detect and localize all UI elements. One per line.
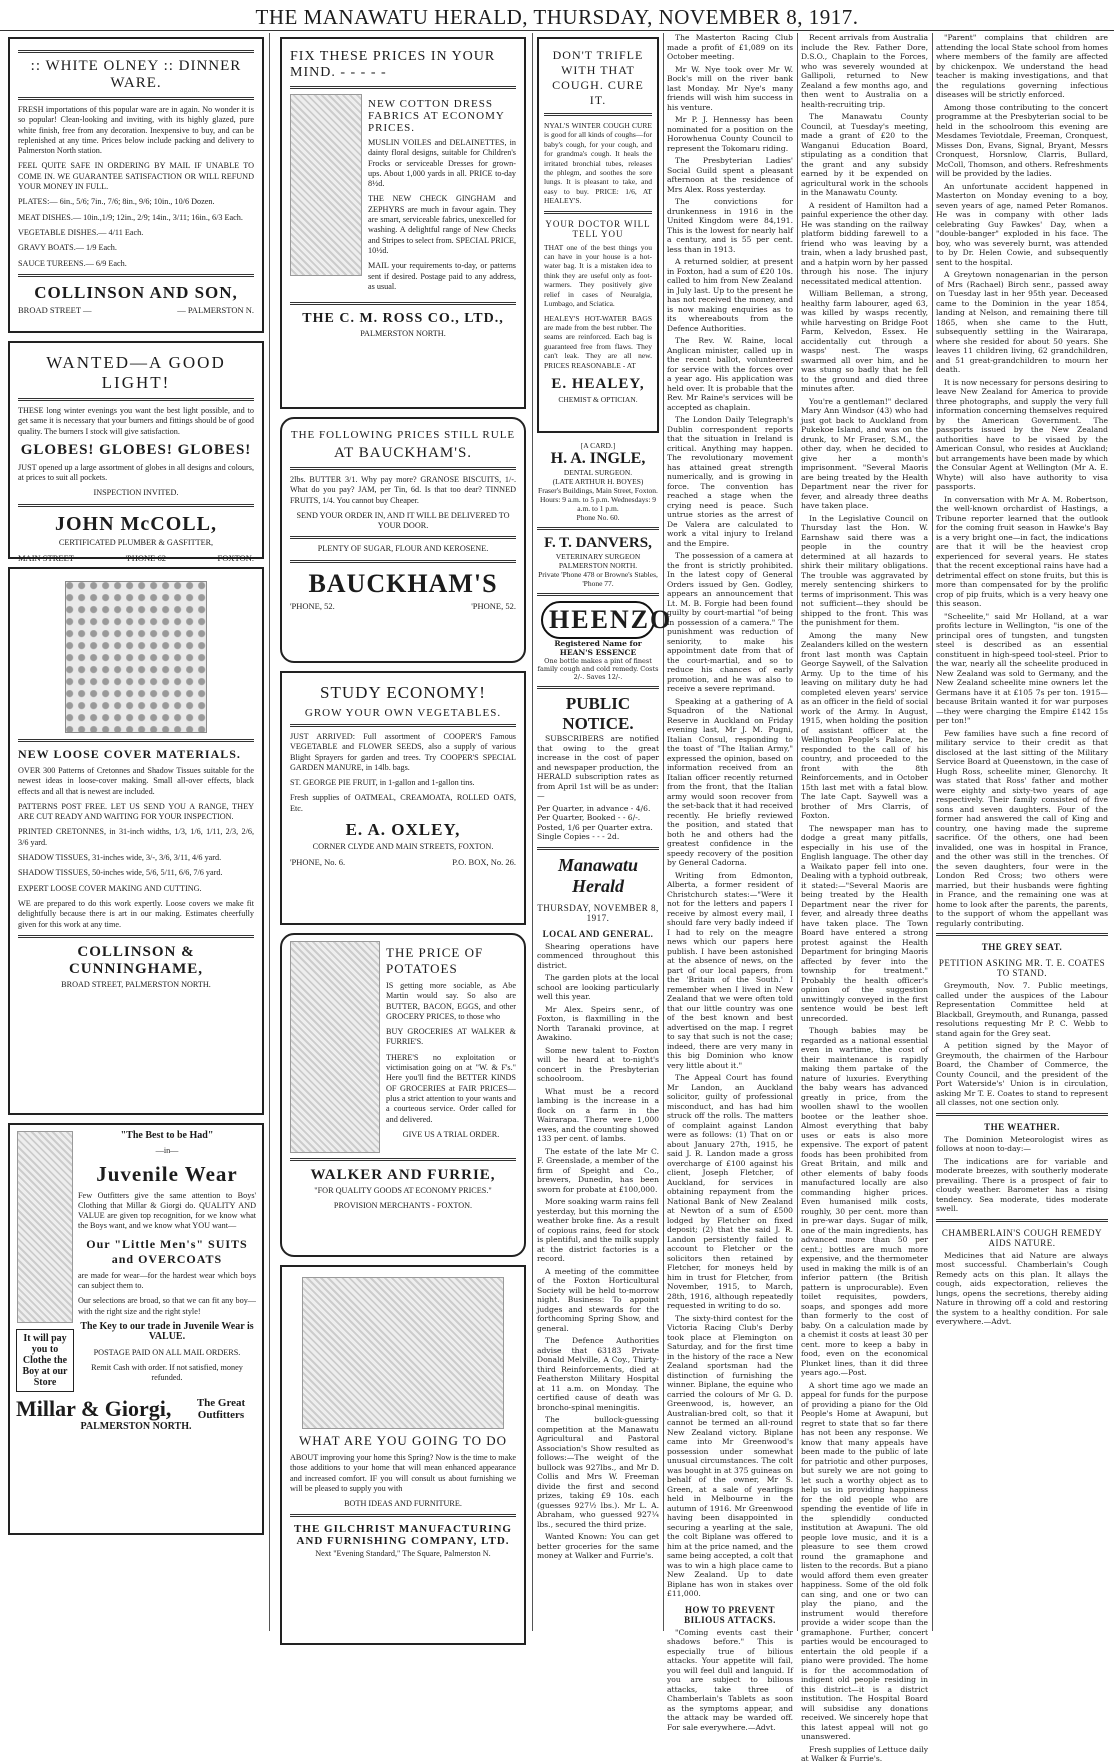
ad-text: OVER 300 Patterns of Cretonnes and Shadow Tissues suitable for the newest ideas in loose-cover making. Small all-over effects, black effects and all that is newest are included. xyxy=(18,766,254,796)
ross-advert xyxy=(280,37,526,409)
ad-subtitle: CHEMIST & OPTICIAN. xyxy=(558,394,638,404)
news-paragraph: William Belleman, a strong, healthy farm labourer, aged 63, was killed by wasps recently, while harvesting on Bridge Foot Farm, Kelvedon, Essex. He accidentally cut through a wasps' nest. The wasps swarmed all over him, and he was stung so badly that he fell to the ground and died three minutes after. xyxy=(801,289,928,393)
boy-illustration xyxy=(17,1131,73,1323)
ad-title: WANTED—A GOOD LIGHT! xyxy=(46,353,226,392)
rate-line: Per Quarter, in advance - 4/6. xyxy=(537,803,651,813)
ad-title: WHAT ARE YOU GOING TO DO xyxy=(298,1433,508,1448)
ad-text: FEEL QUITE SAFE IN ORDERING BY MAIL IF UNABLE TO COME IN. WE GUARANTEE SATISFACTION OR WILL REFUND YOUR MONEY IN FULL. xyxy=(18,161,254,192)
news-paragraph: Among the many New Zealanders killed on the western front last month was Captain George Saywell, of the Salvation Army. Up to the time of his leaving on military duty he had completed eleven years' service as an officer in the field of social work of the Army. In August, 1915, when holding the position of assistant officer at the Wellington People's Palace, he responded to the call of his country, and proceeded to the front with the 8th Reinforcements, and in October 15th last met with a fatal blow. The late Capt. Saywell was a brother of Mrs Clarris, of Foxton. xyxy=(801,630,928,820)
news-paragraph: Wanted Known: You can get better groceries for the same money at Walker and Furrie's. xyxy=(537,1532,659,1560)
news-paragraph: Shearing operations have commenced throughout this district. xyxy=(537,941,659,970)
ad-text: SHADOW TISSUES, 31-inches wide, 3/-, 3/6, 3/11, 4/6 yard. xyxy=(18,853,222,863)
news-paragraph: A petition signed by the Mayor of Greymouth, the chairmen of the Harbour Board, the Chamber of Commerce, the County Council, and the president of the Port Waterside's' Union is in circulation, asking Mr T. E. Coates to stand to represent all classes, not one section only. xyxy=(936,1041,1108,1107)
issue-date: THURSDAY, NOVEMBER 8, 1917. xyxy=(537,902,659,923)
news-paragraph: Medicines that aid Nature are always most successful. Chamberlain's Cough Remedy acts on this plan. It allays the cough, aids expectoration, relieves the lungs, opens the secretions, thereby aiding Nature in throwing off a cold and restoring the system to a healthy condition. For sale everywhere.—Advt. xyxy=(936,1250,1108,1326)
ad-text: One bottle makes a pint of finest family cough and cold remedy. Costs 2/-. Saves 12/-. xyxy=(537,657,659,681)
gilchrist-advert xyxy=(280,1265,526,1645)
phone: Phone No. 60. xyxy=(576,513,620,522)
ad-title: THE PRICE OF POTATOES xyxy=(386,945,484,976)
firm-tagline: The Great Outfitters xyxy=(196,1397,246,1421)
news-paragraph: The estate of the late Mr C. F. Greenslade, a member of the firm of Speight and Co., brewers, Dunedin, has been sworn for probate at £100,000. xyxy=(537,1146,659,1194)
light-advert xyxy=(8,341,264,564)
news-paragraph: You're a gentleman!" declared Mary Ann Windsor (43) who had just got back to Auckland from Pukekoe Island, and was on the drunk, to Mr Fraser, S.M., the other day, when he decided to give her a month's imprisonment. "Several Maoris are being treated by the Health Department near the river for fever, and already three deaths have taken place. xyxy=(801,396,928,510)
ad-text: Our selections are broad, so that we can fit any boy—with the right size and the right style! xyxy=(78,1296,256,1316)
phone: 'PHONE, 52. xyxy=(290,600,335,611)
firm-name: BAUCKHAM'S xyxy=(308,568,498,598)
news-paragraph: The Dominion Meteorologist wires as follows at noon to-day:— xyxy=(936,1134,1108,1153)
address: FOXTON. xyxy=(217,553,254,564)
news-paragraph: "Scheelite," said Mr Holland, at a war profits lecture in Wellington, "is one of the principal ores of tungsten, and tungsten steel is described as an essential constituent in high-speed tool-steel. Prior to the war, nearly all the scheelite produced in New Zealand was sold to Germany, and the New Zealand scheelite mine owners let the Germans have it at £105 7s per ton. 1915—because Britain wanted it for war purposes—they were charging the Empire £142 15s per ton!" xyxy=(936,611,1108,725)
ingle-card xyxy=(537,441,659,522)
news-paragraph: The Masterton Racing Club made a profit of £1,089 on its October meeting. xyxy=(667,33,793,61)
news-paragraph: The indications are for variable and moderate breezes, with southerly moderate prevailing. There is a prospect of fair to cloudy weather. Barometer has a rising tendency. Sea moderate, tides moderate swell. xyxy=(936,1156,1108,1213)
news-paragraph: The Presbyterian Ladies' Social Guild spent a pleasant afternoon at the residence of Mrs Alex. Ross yesterday. xyxy=(667,156,793,194)
address: Next "Evening Standard," The Square, Palmerston N. xyxy=(315,1549,491,1559)
ad-text: THERE'S no exploitation or victimisation going on at "W. & F's." Here you'll find the BETTER KINDS OF GROCERIES at FAIR PRICES—plus a strict attention to your wants and a courteous service. Order called for and delivered. xyxy=(386,1052,516,1124)
rate-line: Per Quarter, Booked - - 6/-. xyxy=(537,813,641,822)
girl-illustration xyxy=(290,94,362,276)
ad-text: PLATES:— 6in., 5/6; 7in., 7/6; 8in., 9/6; 10in., 10/6 Dozen. xyxy=(18,197,215,207)
rate-line: Single Copies - - - 2d. xyxy=(537,832,620,841)
news-paragraph: Mr W. Nye took over Mr W. Bock's mill on the river bank last Monday. Mr Nye's many friends will wish him success in his venture. xyxy=(667,64,793,112)
ad-text: PATTERNS POST FREE. LET US SEND YOU A RANGE, THEY ARE CUT READY AND WAITING FOR YOUR INSPECTION. xyxy=(18,801,254,822)
address: Fraser's Buildings, Main Street, Foxton. xyxy=(538,486,658,495)
column-rule xyxy=(269,33,270,1631)
ad-text: SAUCE TUREENS.— 6/9 Each. xyxy=(18,258,127,268)
phone: Private 'Phone 478 or Browne's Stables, 'Phone 77. xyxy=(538,570,658,588)
bauckham-advert xyxy=(280,417,526,663)
address: CORNER CLYDE AND MAIN STREETS, FOXTON. xyxy=(312,842,494,852)
news-paragraph: The Appeal Court has found Mr Landon, an Auckland solicitor, guilty of professional misconduct, and has had him struck off the rolls. The matters of complaint against Landon were as follows: (1) That on or about January 27th, 1915, he said J. R. Landon made a gross overcharge of £100 against his client, Joseph Fletcher, of Auckland, for services in obtaining repayment from the National Bank of New Zealand at Newton of a sum of £500 lodged by Fletcher on fixed deposit; (2) that the said J. R. Landon persistently failed to account to Fletcher or the solicitors then retained by Fletcher, for moneys held by him in trust for Fletcher, from November, 1915, to March, 28th, 1916, although repeatedly requested in writing to do so. xyxy=(667,1073,793,1310)
news-paragraph: In conversation with Mr A. M. Robertson, the well-known orchardist of Hastings, a Tribune reporter learned that the outlook for the coming fruit season in Hawke's Bay is a very bright one—in fact, the indications are that it will be the heaviest crop experienced for several years. He states that the recent exceptional rains have had a detrimental effect on stone fruits, but this is more than compensated for by the prolific crop of pip fruits, which is a very heavy one this season. xyxy=(936,494,1108,608)
news-paragraph: The Manawatu County Council, at Tuesday's meeting, made a grant of £20 to the Wanganui Education Board, stipulating as a condition that the grant and any subsidy earned by it be expended on agricultural work in the schools in the Manawatu County. xyxy=(801,112,928,197)
section-heading: THE WEATHER. xyxy=(984,1121,1060,1132)
address: BROAD STREET — xyxy=(18,304,92,315)
dentist-late: (LATE ARTHUR H. BOYES) xyxy=(552,477,644,486)
ad-text: SHADOW TISSUES, 50-inches wide, 5/6, 5/11, 6/6, 7/6 yard. xyxy=(18,868,223,878)
ad-text: WE are prepared to do this work expertly. Loose covers we make fit delightfully because there is art in our making. Estimates cheerfully given for this work at any time. xyxy=(18,898,254,929)
news-paragraph: A Greytown nonagenarian in the person of Mrs (Rachael) Birch senr., passed away on Tuesday last in her 95th year. Deceased came to the Dominion in the year 1854, landing at Nelson, and remaining there till 1865, when she came to the Hutt, subsequently settling in the Wairarapa, where she resided for about 50 years. She leaves 11 children living, 62 grandchildren, and 51 great-grandchildren to mourn her death. xyxy=(936,270,1108,374)
address: MAIN STREET xyxy=(18,553,74,564)
po-box: P.O. BOX, No. 26. xyxy=(452,857,516,868)
notice-text: SUBSCRIBERS are notified that owing to the great increase in the cost of paper and newspaper production, the HERALD subscription rates as from April 1st will be as under:— xyxy=(537,734,659,800)
ad-text: Few Outfitters give the same attention to Boys' Clothing that Millar & Giorgi do. QUALITY AND VALUE are given top recognition, for we know what the Boys want, and we know what YOU want— xyxy=(78,1190,256,1231)
ad-text: IS getting more sociable, as Abe Martin would say. So also are BUTTER, BACON, EGGS, and other GROCERY PRICES, to those who xyxy=(386,981,516,1021)
news-paragraph: An unfortunate accident happened in Masterton on Monday evening to a boy, seven years of age, named Peter Romanos. He was in company with other lads celebrating Guy Fawkes' Day, when a "double-banger" exploded in his face. The boy, who was severely burnt, was attended to by Dr. Helen Cowie, and subsequently sent to the hospital. xyxy=(936,181,1108,267)
section-heading: HOW TO PREVENT BILIOUS ATTACKS. xyxy=(684,1604,776,1625)
ad-text: ABOUT improving your home this Spring? Now is the time to make those additions to your home that will mean enhanced appearance and increased comfort. IF you will consult us about furnishing we will be pleased to supply you with xyxy=(290,1453,516,1493)
firm-name: E. A. OXLEY, xyxy=(345,820,461,840)
ad-text: NYAL'S WINTER COUGH CURE is good for all kinds of coughs—for baby's cough, for your cough, and for grandma's cough. It heals the irritated bronchial tubes, releases the phlegm, and soothes the sore lungs. It is pleasant to take, and easy to buy. PRICE: 1/6, AT HEALEY'S. xyxy=(544,121,652,206)
phone: 'PHONE, 52. xyxy=(471,600,516,611)
news-paragraph: Writing from Edmonton, Alberta, a former resident of Christchurch states:—"Were it not for the letters and papers I receive by almost every mail, I should fare very badly indeed if I had to rely on the meagre news which our papers here publish. I have been astonished at the absence of news, on the part of our local papers, from the 'Britain of the South.' I remember when I lived in New Zealand that we were often told that our little country was one of the best known and best advertised on the map. I regret to say that such is not the case; indeed, there are very many in this big Dominion who know very little about it." xyxy=(667,870,793,1070)
news-paragraph: In the Legislative Council on Thursday last the Hon. W. Earnshaw said there was a people in the country determined at all hazards to shirk their military obligations. The trouble was aggravated by merely sentencing shirkers to terms of imprisonment. This was not sufficient—they should be shipped to the front. This was the punishment for them. xyxy=(801,513,928,627)
firm-name: THE GILCHRIST MANUFACTURING AND FURNISHING COMPANY, LTD. xyxy=(294,1523,512,1548)
olney-advert xyxy=(8,37,264,333)
vet-title: VETERINARY SURGEON xyxy=(555,552,641,561)
ad-text: CERTIFICATED PLUMBER & GASFITTER, xyxy=(58,537,214,547)
phone: 'PHONE 62 xyxy=(125,553,166,564)
firm-name: COLLINSON & CUNNINGHAME, xyxy=(68,943,204,977)
firm-name: Millar & Giorgi, xyxy=(16,1396,172,1421)
card-label: [A CARD.] xyxy=(580,441,616,450)
juvenile-advert xyxy=(8,1123,264,1535)
column-6 xyxy=(936,33,1108,1631)
news-paragraph: The garden plots at the local school are looking particularly well this year. xyxy=(537,973,659,1001)
firm-name: WALKER AND FURRIE, xyxy=(310,1167,496,1183)
ad-text: THESE long winter evenings you want the best light possible, and to get same it is necessary that your burners and fittings should be of good quality. The burners I stock will give satisfaction. xyxy=(18,406,254,436)
news-paragraph: Though babies may be regarded as a national essential even in wartime, the cost of their maintenance is rapidly making them partake of the nature of luxuries. Everything the baby wears has advanced greatly in price, from the woollen shawl to the woollen bootee or the leather shoe. Almost everything that baby uses or eats is also more expensive. The export of patent foods has been prohibited from Great Britain, and milk and other elements of baby foods manufactured locally are also commanding higher prices. Even humanised milk costs, roughly, 30 per cent. more than in pre-war days. Sugar of milk, one of the main ingredients, has advanced more than 50 per cent.; bottles are much more expensive, and the thermometer used in making the milk is of an inferior pattern (the British pattern is unprocurable). Even toilet requisites, powders, soaps, and sponges add more than formerly to the cost of baby. On a calculation made by a chemist it costs at least 30 per cent. more to keep a baby in food, even on the economical Plunket lines, than it did three years ago.—Post. xyxy=(801,1026,928,1377)
column-rule xyxy=(797,33,798,1631)
news-paragraph: More soaking warm rains fell yesterday, but this morning the weather broke fine. As a result of copious rains, feed for stock is plentiful, and the milk supply at the district factories is a record. xyxy=(537,1197,659,1263)
firm-name: E. HEALEY, xyxy=(551,375,645,392)
ad-text: —in— xyxy=(155,1146,179,1156)
news-paragraph: It is now necessary for persons desiring to leave New Zealand for America to provide three photographs, and supply the very full information concerning themselves required by the American Government. The passports issued by the New Zealand authorities have to be visaed by the American Consul, who resides at Auckland; but arrangements have been made by which the Consular Agent at Wellington (Mr A. E. Whyte) will also have authority to visa passports. xyxy=(936,377,1108,491)
ad-subtitle: Registered Name for HEAN'S ESSENCE xyxy=(554,639,642,657)
news-paragraph: The bullock-guessing competition at the Manawatu Agricultural and Pastoral Association's Show resulted as follows:—The weight of the bullock was 927lbs., and Mr D. Collis and Mrs W. Freeman divide the first and second prizes, taking £9 10s. each (guesses 927½ lbs.). Mr L. A. Abraham, who guessed 927¼ lbs., secured the third prize. xyxy=(537,1415,659,1529)
ad-heading: Our "Little Men's" SUITS and OVERCOATS xyxy=(86,1236,248,1266)
news-paragraph: Among those contributing to the concert programme at the Presbyterian social to be held in the schoolroom this evening are Mesdames Teviotdale, Freeman, Cronquest, Misses Don, Evans, Signal, Bryant, Messrs Cronquest, Horsnlow, Clarris, Bullard, McColl, Thomson, and others. Refreshments will be provided by the ladies. xyxy=(936,102,1108,178)
news-paragraph: Greymouth, Nov. 7. Public meetings, called under the auspices of the Labour Representation Committee held at Blackball, Greymouth, and Runanga, passed resolutions requesting Mr P. C. Webb to stand again for the Grey seat. xyxy=(936,981,1108,1038)
news-paragraph: Mr Alex. Speirs senr., of Foxton, is flaxmilling in the North Taranaki province, at Awakino. xyxy=(537,1004,659,1042)
ad-text: SEND YOUR ORDER IN, AND IT WILL BE DELIVERED TO YOUR DOOR. xyxy=(296,510,510,531)
ad-title: THE FOLLOWING PRICES STILL RULE xyxy=(290,429,516,441)
ad-text: THE NEW CHECK GINGHAM and ZEPHYRS are much in favour again. They are smart, serviceable fabrics, unexcelled for washing. A delightful range of New Checks and Stripes to select from. SPECIAL PRICE, 10½d. xyxy=(368,194,516,255)
address: PALMERSTON NORTH. xyxy=(360,329,446,339)
news-paragraph: A returned soldier, at present in Foxton, had a sum of £20 10s. called to him from New Zealand in July last. Up to the present he has not received the money, and is now making enquiries as to its whereabouts from the Defence Authorities. xyxy=(667,257,793,333)
news-paragraph: Few families have such a fine record of military service to their credit as that disclosed at the last sitting of the Military Service Board at Queenstown, in the case of Hugh Ross, scheelite miner, Glenorchy. It was stated that Ross' father and mother were eighty and sixty-two years of age respectively. Their family consisted of five sons and seven daughters. Four of the former had answered the call of King and country, one having made the supreme sacrifice. Of the others, one had been invalided, one was in hospital in France, and the other was still in the trenches. Of the seven daughters, four were in the London Red Cross; two others were married, but their husbands were fighting in France, and the remaining one was at home to look after the parents, the parents, to the support of whom the appellant was regularly contributing. xyxy=(936,728,1108,928)
ad-title: FIX THESE PRICES IN YOUR MIND. - - - - - xyxy=(290,49,496,80)
news-paragraph: Mr P. J. Hennessy has been nominated for a position on the Horowhenua County Council to represent the Tokomaru riding. xyxy=(667,115,793,153)
column-2 xyxy=(280,33,526,1631)
ad-tag: "The Best to be Had" xyxy=(120,1130,214,1141)
column-1 xyxy=(8,33,264,1631)
notice-title: PUBLIC NOTICE. xyxy=(562,694,634,733)
ad-text: Remit Cash with order. If not satisfied, money refunded. xyxy=(91,1362,243,1383)
masthead: THE MANAWATU HERALD, THURSDAY, NOVEMBER 8, 1917. xyxy=(0,0,1114,31)
danvers-card xyxy=(537,535,659,588)
ad-text: VEGETABLE DISHES.— 4/11 Each. xyxy=(18,227,144,237)
news-paragraph: The sixty-third contest for the Victoria Racing Club's Derby took place at Flemington on Saturday, and for the first time in the history of the race a New Zealand sportsman had the distinction of furnishing the winner. Biplane, the equine who carried the colours of Mr G. D. Greenwood, is, however, an Australian-bred colt, so that it cannot be termed an all-round New Zealand victory. Biplane came into Mr Greenwood's possession under somewhat unusual circumstances. The colt was bought in at 375 guineas on behalf of the owner, Mr S. Green, at a sale of yearlings held in Melbourne in the autumn of 1916. Mr Greenwood having been disappointed in securing a yearling at the sale, the colt Biplane was offered to him at the price named, and the same being accepted, a colt that was to win a high place came to New Zealand. Up to date Biplane has won in stakes over £11,000. xyxy=(667,1313,793,1598)
news-paragraph: The convictions for drunkenness in 1916 in the United Kingdom were 84,191. This is the lowest for nearly half a century, and is 55 per cent. less than in 1913. xyxy=(667,197,793,254)
column-rule xyxy=(532,33,533,1631)
news-paragraph: Some new talent to Foxton will be heard at to-night's concert in the Presbyterian schoolroom. xyxy=(537,1045,659,1083)
phone: 'PHONE, No. 6. xyxy=(290,857,346,868)
armchair-illustration xyxy=(65,581,207,733)
ad-text: GIVE US A TRIAL ORDER. xyxy=(402,1129,500,1139)
heenzo-advert xyxy=(537,601,673,681)
ad-text: THAT one of the best things you can have in your house is a hot-water bag. It is a mistaken idea to think they are useful only as foot-warmers. They positively give relief in cases of Neuralgia, Lumbago, and Sciatica. xyxy=(544,242,652,309)
news-paragraph: The Defence Authorities advise that 63183 Private Donald Melville, A Coy., Thirty-third Reinforcements, died at Featherston Military Hospital at 11 a.m. on Monday. The certified cause of death was broncho-spinal meningitis. xyxy=(537,1336,659,1412)
ad-heading: GLOBES! GLOBES! GLOBES! xyxy=(20,441,252,458)
section-heading: CHAMBERLAIN'S COUGH REMEDY AIDS NATURE. xyxy=(941,1227,1103,1248)
side-slogan: It will pay you to Clothe the Boy at our Store xyxy=(16,1329,74,1392)
ad-text: HEALEY'S HOT-WATER BAGS are made from the best rubber. The seams are reinforced. Each bag is guaranteed free from flaws. They can't leak. They are all new. PRICES REASONABLE - AT xyxy=(544,313,652,370)
ad-text: POSTAGE PAID ON ALL MAIL ORDERS. xyxy=(93,1347,241,1357)
covers-advert xyxy=(8,567,264,1115)
news-paragraph: Recent arrivals from Australia include the Rev. Father Dore, D.S.O., Chaplain to the Forces, who was severely wounded at Gallipoli, returned to New Zealand a few months ago, and then went to Australia on a health-recruiting trip. xyxy=(801,33,928,109)
news-paragraph: A resident of Hamilton had a painful experience the other day. He was standing on the railway platform bidding farewell to a friend who was leaving by a train, when a lady brushed past, and a hatpin worn by her passed through his nose. The injury necessitated medical attention. xyxy=(801,200,928,286)
news-paragraph: Fresh supplies of Lettuce daily at Walker & Furrie's. xyxy=(801,1744,928,1763)
heenzo-logo: HEENZO xyxy=(541,601,655,639)
ad-subtitle: GROW YOUR OWN VEGETABLES. xyxy=(304,707,502,719)
news-paragraph: The possession of a camera at the front is strictly prohibited. In the latest copy of General Orders issued by Gen. Godley, appears an announcement that Lt. M. B. Forgie had been found guilty by court-martial "of being in possession of a camera." The punishment was reduction of seniority, to make his appointment date from that of the court-martial, and so to reduce his chances of early promotion, and he was also to receive a severe reprimand. xyxy=(667,551,793,693)
ad-text: MUSLIN VOILES and DELAINETTES, in dainty floral designs, suitable for Children's Frocks or serviceable Dresses for grown-ups. About 1,000 yards in all. PRICE to-day 8½d. xyxy=(368,138,516,189)
news-paragraph: The newspaper man has to dodge a great many pitfalls, especially in his use of the English language. The other day a Waikato paper fell into one. Dealing with a typhoid outbreak, it stated:—"Several Maoris are being treated by the Health Department near the river for fever, and already three deaths have taken place. The Town Board have entered a strong protest against the Health Department for bringing Maoris affected by fever into the township for treatment." Probably the health officer's opinion of the suggestion unwittingly conveyed in the first sentence would be best left unrecorded. xyxy=(801,823,928,1023)
section-heading: THE GREY SEAT. xyxy=(981,942,1063,952)
ad-text: Fresh supplies of OATMEAL, CREAMOATA, ROLLED OATS, Etc. xyxy=(290,793,516,813)
news-paragraph: A short time ago we made an appeal for funds for the purpose of providing a piano for the Old People's Home at Awapuni, but regret to state that so far there has not been any response. We know that many appeals have been made to the public of late for patriotic and other purposes, but surely we are not going to let such a worthy object as to help us in providing happiness for the old people who are spending the eventide of life in the splendidly conducted institution at Awapuni. The old people love music, and it is a pleasure to see them crowd round the gramaphone and listen to the records. But a piano would afford them even greater happiness. Some of the old folk can sing, and one or two can play the piano, and the instrument would therefore provide a wider scope than the gramaphone. Further, concert parties would be encouraged to entertain the old people if a piano were provided. The home is for the accommodation of indigent old people residing in this district—it is a district institution. The Hospital Board will subsidise any donations received. We sincerely hope that this latest appeal will not go unanswered. xyxy=(801,1380,928,1741)
news-paragraph: What must be a record lambing is the increase in a flock on a farm in the Wairarapa. There were 1,000 ewes, and the counting showed 133 per cent. of lambs. xyxy=(537,1086,659,1143)
dentist-name: H. A. INGLE, xyxy=(550,450,646,467)
ad-text: BOTH IDEAS AND FURNITURE. xyxy=(344,1499,462,1509)
man-pointing-illustration xyxy=(290,941,380,1153)
dentist-title: DENTAL SURGEON. xyxy=(563,468,633,477)
address: PROVISION MERCHANTS - FOXTON. xyxy=(333,1201,473,1211)
news-paragraph: "Parent" complains that children are attending the local State school from homes where members of the family are affected by chickenpox. We understand the head teacher is making investigations, and that the regulations governing infectious diseases will be strictly enforced. xyxy=(936,33,1108,99)
address: — PALMERSTON N. xyxy=(177,304,254,315)
ad-text: INSPECTION INVITED. xyxy=(93,488,179,498)
ad-text: EXPERT LOOSE COVER MAKING AND CUTTING. xyxy=(18,883,202,893)
news-paragraph: The Rev. W. Raine, local Anglican minister, called up in the recent ballot, volunteered for service with the forces over a year ago. His application was held over. It is probable that the Rev. Mr Raine's services will be accepted as chaplain. xyxy=(667,336,793,412)
address: BROAD STREET, PALMERSTON NORTH. xyxy=(61,979,211,989)
section-subheading: PETITION ASKING MR. T. E. COATES TO STAND. xyxy=(938,958,1106,978)
ad-text: are made for wear—for the hardest wear which boys can subject them to. xyxy=(78,1270,256,1291)
ad-text: GRAVY BOATS.— 1/9 Each. xyxy=(18,243,117,253)
vet-name: F. T. DANVERS, xyxy=(544,535,652,551)
firm-name: THE C. M. ROSS CO., LTD., xyxy=(302,311,504,327)
section-heading: LOCAL AND GENERAL. xyxy=(542,928,654,939)
ad-text: 2lbs. BUTTER 3/1. Why pay more? GRANOSE BISCUITS, 1/-. What do you pay? JAM, per Tin, 6d. Is that too dear? TINNED FRUITS, 1/4. You cannot buy Cheaper. xyxy=(290,475,516,505)
address: PALMERSTON NORTH. xyxy=(558,561,638,570)
column-4 xyxy=(667,33,793,1732)
public-notice xyxy=(537,694,659,842)
column-3 xyxy=(537,33,673,1631)
furnished-room-illustration xyxy=(302,1277,504,1429)
ad-title: STUDY ECONOMY! xyxy=(320,683,486,702)
ad-heading: YOUR DOCTOR WILL TELL YOU xyxy=(545,218,651,239)
ad-text: The Key to our trade in Juvenile Wear is VALUE. xyxy=(80,1320,254,1343)
ad-text: ST. GEORGE PIE FRUIT, in 1-gallon and 1-gallon tins. xyxy=(290,778,475,788)
ad-text: FRESH importations of this popular ware are in again. No wonder it is so popular! Clean-looking and inviting, with its highly glazed, pure white finish, free from any decoration. Inexpensive to buy, and can be replenished at any time. Prices below include packing and delivery to Palmerston North station. xyxy=(18,105,254,156)
column-5 xyxy=(801,33,928,1763)
ad-title: NEW LOOSE COVER MATERIALS. xyxy=(18,747,241,761)
ad-text: PLENTY OF SUGAR, FLOUR AND KEROSENE. xyxy=(317,544,489,554)
address: PALMERSTON NORTH. xyxy=(80,1421,192,1432)
ad-text: MEAT DISHES.— 10in.,1/9; 12in., 2/9; 14in., 3/11; 16in., 6/3 Each. xyxy=(18,212,243,222)
firm-name: COLLINSON AND SON, xyxy=(34,282,238,302)
ad-text: JUST ARRIVED: Full assortment of COOPER'S Famous VEGETABLE and FLOWER SEEDS, also a supply of various Blight Sprayers for garden and trees. Try COOPER'S SPECIAL GARDEN MANURE, in 14lb. bags. xyxy=(290,732,516,772)
rate-line: Posted, 1/6 per Quarter extra. xyxy=(537,822,653,832)
walker-advert xyxy=(280,933,526,1257)
ad-text: MAIL your requirements to-day, or patterns sent if desired. Postage paid to any address, as usual. xyxy=(368,261,516,291)
healey-advert xyxy=(537,37,659,433)
ad-title: Juvenile Wear xyxy=(96,1161,238,1186)
news-paragraph: The London Daily Telegraph's Dublin correspondent reports that the situation in Ireland is critical. Anything may happen. The revolutionary movement has attained great strength numerically, and is growing in force. The convention has reached a stage when the crying need is peace. Such untrue stories as the arrest of De Valera are calculated to work a vital injury to Ireland and the Empire. xyxy=(667,415,793,548)
ad-text: BUY GROCERIES AT WALKER & FURRIE'S. xyxy=(386,1027,516,1047)
firm-name: JOHN McCOLL, xyxy=(55,512,217,535)
column-rule xyxy=(932,33,933,1631)
ad-title: :: WHITE OLNEY :: DINNER WARE. xyxy=(30,58,242,91)
news-paragraph: A meeting of the committee of the Foxton Horticultural Society will be held to-morrow night. Business: To appoint judges and stewards for the forthcoming Spring Show, and general. xyxy=(537,1266,659,1333)
news-paragraph: Speaking at a gathering of A Squadron of the National Reserve in Auckland on Friday evening last, Mr J. M. Pugni, Italian Consul, responding to the toast of "The Italian Army," expressed the opinion, based on information received from an Italian officer recently returned from the front, that the Italian army would soon recover from the set-back that it had received recently. He briefly reviewed the position, and stated that both he and others had the greatest confidence in the speedy recovery of the position by General Cadorna. xyxy=(667,696,793,867)
ad-text: PRINTED CRETONNES, in 31-inch widths, 1/3, 1/6, 1/11, 2/3, 2/6, 3/6 yard. xyxy=(18,827,254,847)
column-rule xyxy=(663,33,664,1631)
ad-title: DON'T TRIFLE WITH THAT COUGH. CURE IT. xyxy=(552,48,644,107)
ad-text: JUST opened up a large assortment of globes in all designs and colours, at prices to suit all pockets. xyxy=(18,462,254,483)
ad-heading: NEW COTTON DRESS FABRICS AT ECONOMY PRICES. xyxy=(368,98,505,134)
oxley-advert xyxy=(280,671,526,925)
news-paragraph: "Coming events cast their shadows before." This is especially true of bilious attacks. Your appetite will fail, you will feel dull and languid. If you are subject to bilious attacks, take three of Chamberlain's Tablets as soon as the symptoms appear, and the attack may be warded off. For sale everywhere.—Advt. xyxy=(667,1627,793,1732)
ad-title: AT BAUCKHAM'S. xyxy=(333,445,473,461)
ad-tag: "FOR QUALITY GOODS AT ECONOMY PRICES." xyxy=(314,1186,492,1195)
paper-nameplate: Manawatu Herald xyxy=(557,854,639,896)
hours: Hours: 9 a.m. to 5 p.m. Wednesdays: 9 a.m. to 1 p.m. xyxy=(539,495,657,513)
